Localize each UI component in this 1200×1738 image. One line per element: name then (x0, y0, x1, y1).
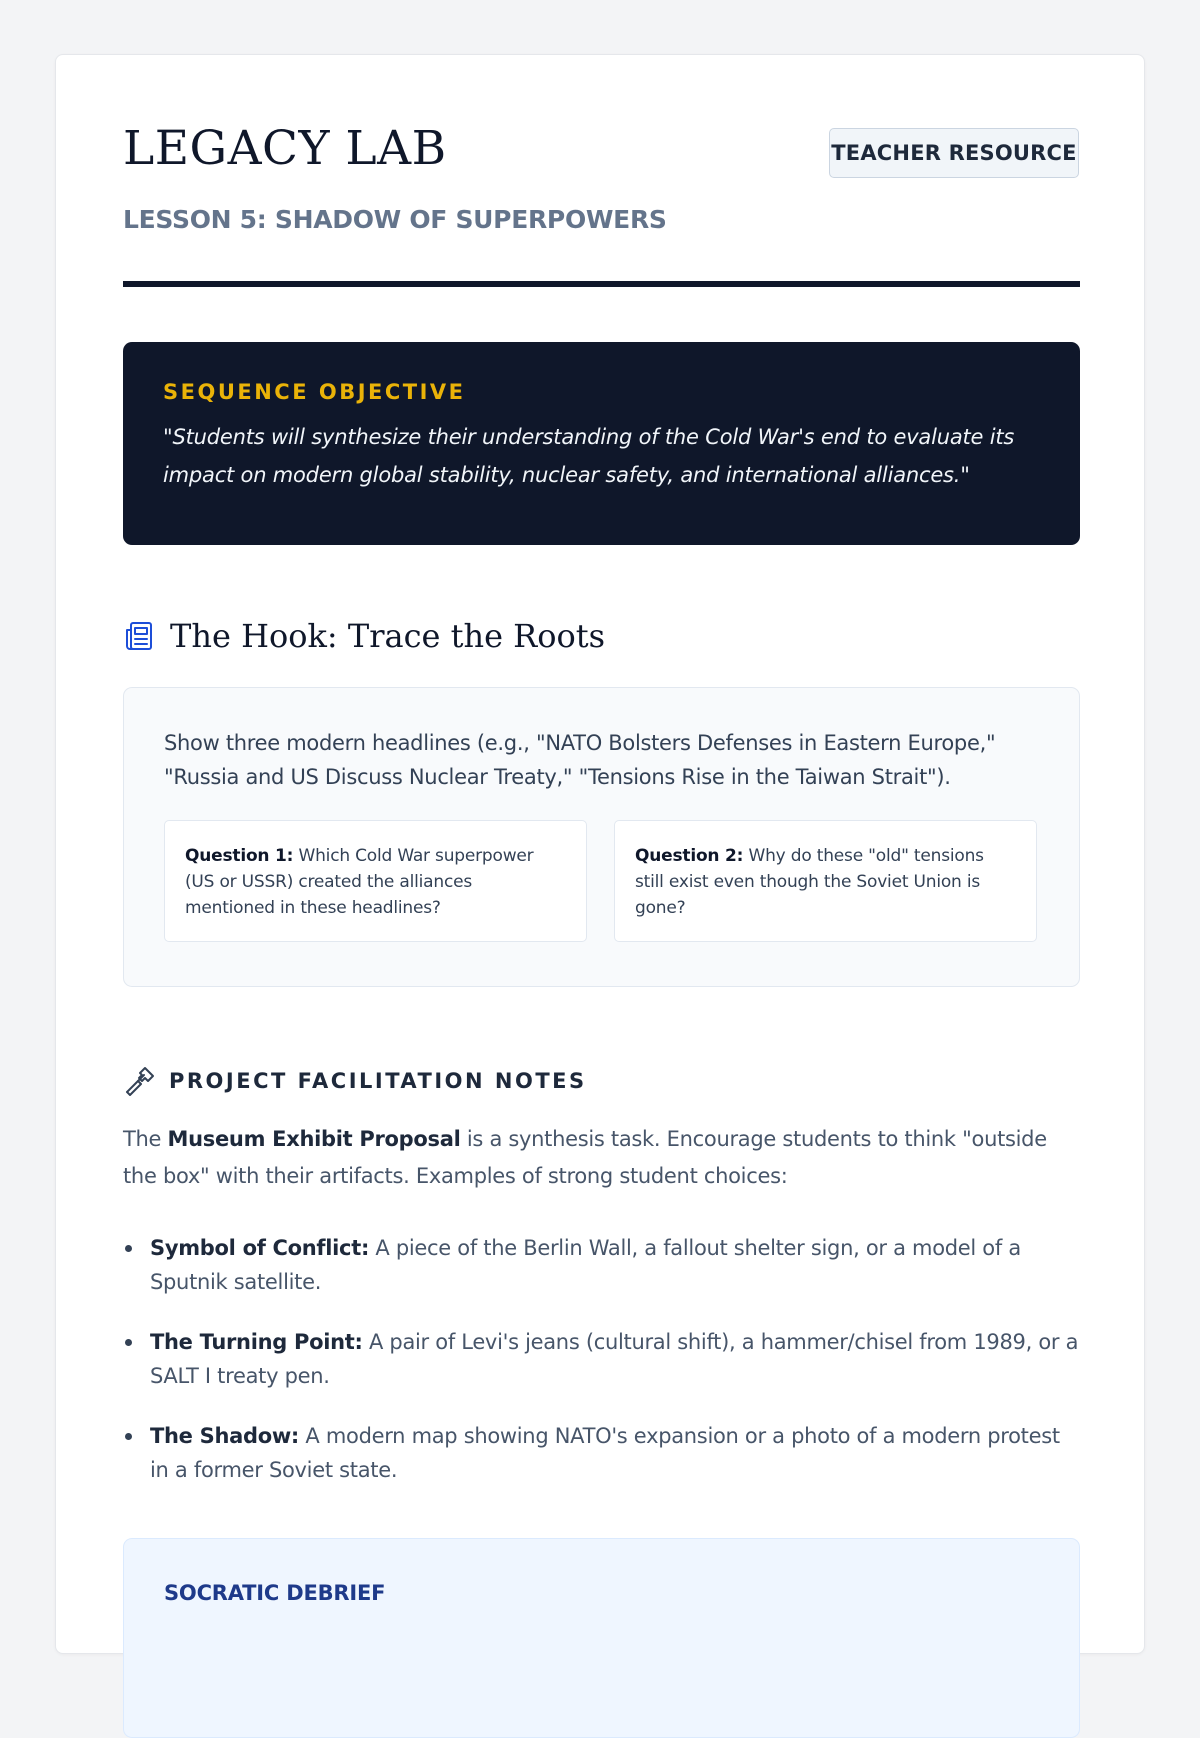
list-item-text: A piece of the Berlin Wall, a fallout shelter sign, or a model of a Sputnik satellite. (150, 1236, 1021, 1294)
question-label: Question 1: (185, 846, 294, 866)
objective-label: SEQUENCE OBJECTIVE (163, 380, 466, 404)
hook-panel (123, 687, 1080, 987)
sequence-objective-panel (123, 342, 1080, 545)
facilitation-notes-heading (123, 1065, 587, 1097)
question-card-2 (614, 820, 1037, 942)
resource-card (55, 54, 1145, 1654)
question-label: Question 2: (635, 846, 744, 866)
facilitation-notes-intro (123, 1121, 1083, 1195)
objective-quote: "Students will synthesize their understanding of the Cold War's end to evaluate its impact on modern global stability, nuclear safety, and international alliances." (163, 425, 1015, 487)
list-item-label: The Shadow: (150, 1424, 300, 1448)
artifact-examples-list (123, 1231, 1083, 1513)
list-item (123, 1325, 1083, 1393)
intro-text: is a synthesis task. Encourage students to think "outside the box" with their artifacts. Examples of strong student choices: (123, 1127, 1047, 1188)
list-item-label: The Turning Point: (150, 1330, 363, 1354)
hook-intro: Show three modern headlines (e.g., "NATO Bolsters Defenses in Eastern Europe," "Russia and US Discuss Nuclear Treaty," "Tensions Rise in the Taiwan Strait"). (164, 731, 996, 789)
debrief-label: SOCRATIC DEBRIEF (164, 1581, 386, 1605)
lesson-subtitle: LESSON 5: SHADOW OF SUPERPOWERS (123, 205, 667, 234)
question-text: Which Cold War superpower (US or USSR) created the alliances mentioned in these headlines? (185, 846, 534, 918)
brand-title: LEGACY LAB (123, 121, 447, 176)
list-item-text: A pair of Levi's jeans (cultural shift), a hammer/chisel from 1989, or a SALT I treaty pen. (150, 1330, 1079, 1388)
socratic-debrief-panel (123, 1538, 1080, 1738)
question-card-1 (164, 820, 587, 942)
list-item-text: A modern map showing NATO's expansion or a photo of a modern protest in a former Soviet state. (150, 1424, 1060, 1482)
hammer-icon (123, 1065, 155, 1097)
intro-text: The (123, 1127, 168, 1151)
question-row (164, 820, 1039, 942)
hook-title: The Hook: Trace the Roots (170, 617, 606, 655)
teacher-resource-badge: TEACHER RESOURCE (829, 128, 1079, 178)
list-item (123, 1231, 1083, 1299)
intro-emphasis: Museum Exhibit Proposal (167, 1127, 461, 1151)
list-item-label: Symbol of Conflict: (150, 1236, 370, 1260)
facilitation-notes-title: PROJECT FACILITATION NOTES (169, 1069, 587, 1093)
question-text: Why do these "old" tensions still exist even though the Soviet Union is gone? (635, 846, 984, 918)
list-item (123, 1419, 1083, 1487)
header-divider (123, 281, 1080, 287)
newspaper-icon (123, 620, 155, 652)
hook-heading (123, 617, 605, 655)
